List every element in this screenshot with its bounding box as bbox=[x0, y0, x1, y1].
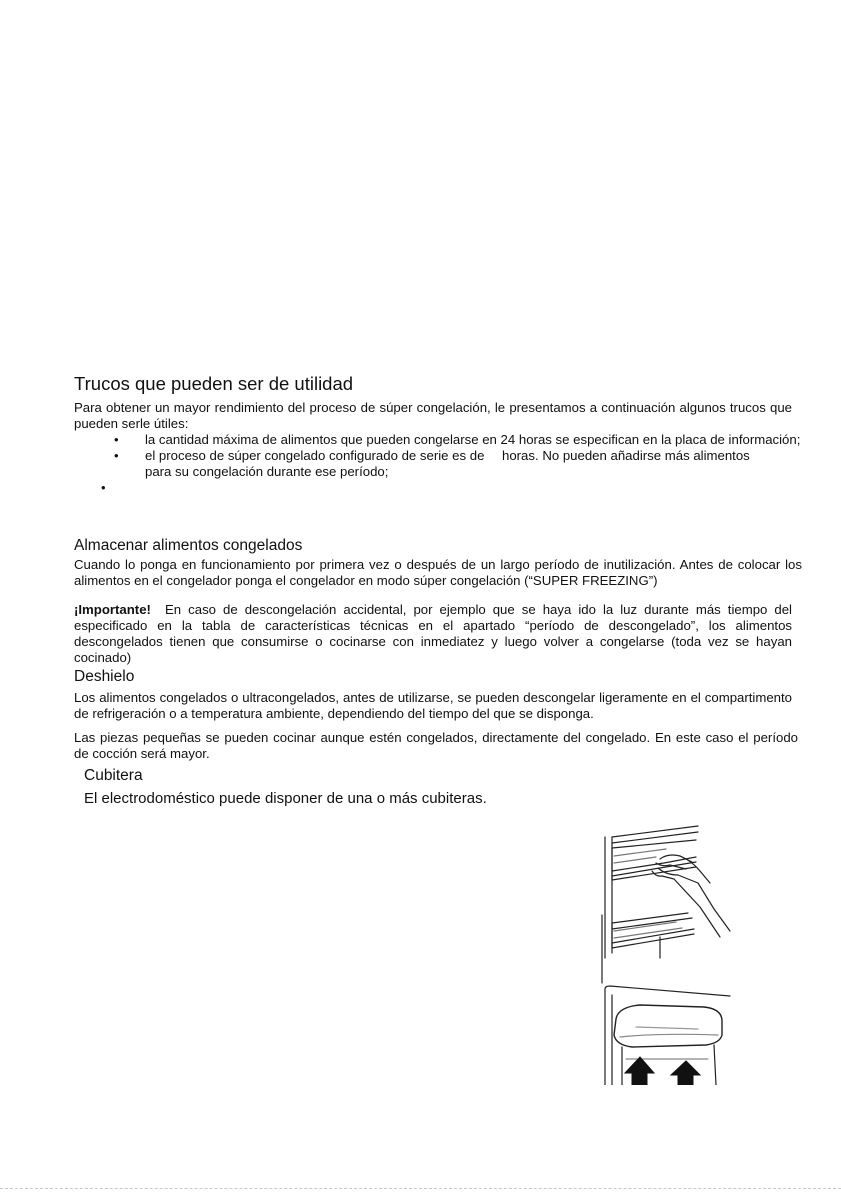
thaw-title: Deshielo bbox=[74, 668, 135, 685]
tips-intro: Para obtener un mayor rendimiento del proceso de súper congelación, le presentamos a continuación algunos trucos que pueden serle útiles: bbox=[74, 400, 792, 431]
bullet-dot-1: • bbox=[114, 432, 119, 447]
tips-title: Trucos que pueden ser de utilidad bbox=[74, 373, 354, 394]
ice-title: Cubitera bbox=[84, 767, 143, 784]
bullet-dot-3: • bbox=[101, 480, 106, 495]
bullet-dot-2: • bbox=[114, 448, 119, 463]
important-label: ¡Importante! bbox=[74, 602, 151, 617]
tips-bullet-1: la cantidad máxima de alimentos que pueden congelarse en 24 horas se especifican en la placa de información; bbox=[145, 432, 801, 447]
fridge-shelf-and-ice-tray-illustration bbox=[596, 823, 736, 1085]
page-bottom-border bbox=[0, 1188, 841, 1189]
important-text: En caso de descongelación accidental, por ejemplo que se haya ido la luz durante más tiempo del especificado en la tabla de características técnicas en el apartado “período de descongelado”, los alimentos descongelados tienen que consumirse o cocinarse con inmediatez y luego volver a congelarse (toda vez se hayan cocinado) bbox=[74, 602, 792, 665]
storage-text: Cuando lo ponga en funcionamiento por primera vez o después de un largo período de inutilización. Antes de colocar los alimentos en el congelador ponga el congelador en modo súper congelación (“SUPER FREEZING”) bbox=[74, 557, 802, 588]
ice-text: El electrodoméstico puede disponer de una o más cubiteras. bbox=[84, 790, 487, 807]
thaw-paragraph-2: Las piezas pequeñas se pueden cocinar aunque estén congelados, directamente del congelado. En este caso el período de cocción será mayor. bbox=[74, 730, 798, 761]
tips-bullet-2-end: horas. No pueden añadirse más alimentos bbox=[502, 448, 750, 463]
tips-bullet-2-cont: para su congelación durante ese período; bbox=[145, 464, 389, 479]
thaw-paragraph-1: Los alimentos congelados o ultracongelados, antes de utilizarse, se pueden descongelar ligeramente en el compartimento de refrigeración o a temperatura ambiente, dependiendo del tiempo del que se disponga. bbox=[74, 690, 792, 721]
important-paragraph bbox=[74, 602, 792, 666]
storage-title: Almacenar alimentos congelados bbox=[74, 537, 303, 554]
tips-bullet-2-start: el proceso de súper congelado configurado de serie es de bbox=[145, 448, 485, 463]
